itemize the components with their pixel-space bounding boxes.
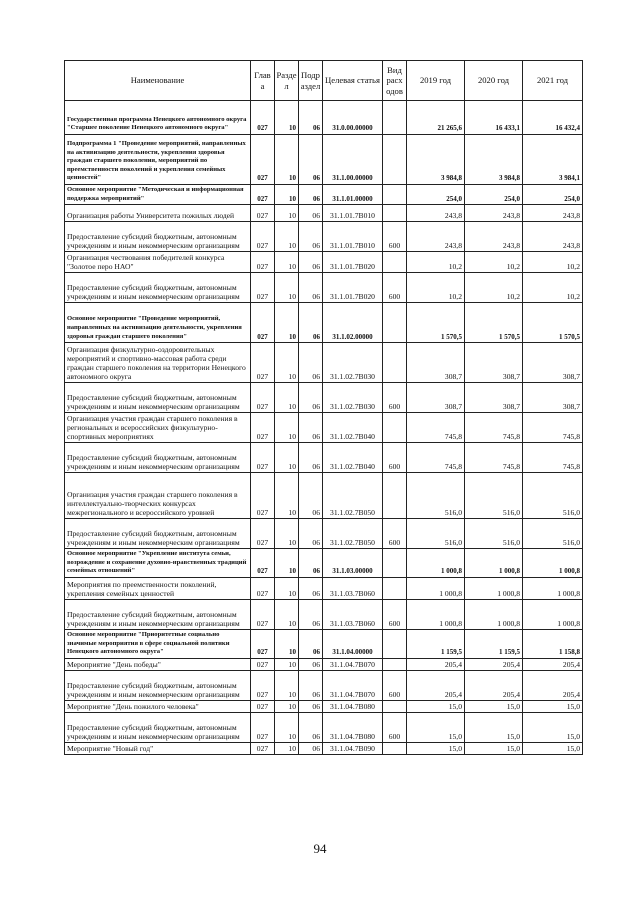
- row-target: 31.1.01.00000: [323, 185, 383, 205]
- row-target: 31.0.00.00000: [323, 101, 383, 135]
- row-2020: 516,0: [465, 473, 523, 519]
- row-glava: 027: [251, 222, 275, 252]
- row-razdel: 10: [275, 658, 299, 670]
- table-row: [65, 101, 583, 135]
- table-row: [65, 700, 583, 712]
- row-2021: 1 000,8: [523, 599, 583, 629]
- row-2019: 15,0: [407, 712, 465, 742]
- row-name: Предоставление субсидий бюджетным, автономным учреждениям и иным некоммерческим организациям: [65, 222, 251, 252]
- row-podrazdel: 06: [299, 577, 323, 599]
- row-expense-type: [383, 252, 407, 273]
- row-name: Предоставление субсидий бюджетным, автономным учреждениям и иным некоммерческим организациям: [65, 383, 251, 413]
- row-2021: 15,0: [523, 712, 583, 742]
- row-expense-type: 600: [383, 222, 407, 252]
- row-name: Предоставление субсидий бюджетным, автономным учреждениям и иным некоммерческим организациям: [65, 443, 251, 473]
- row-name: Предоставление субсидий бюджетным, автономным учреждениям и иным некоммерческим организациям: [65, 670, 251, 700]
- row-podrazdel: 06: [299, 712, 323, 742]
- row-2020: 745,8: [465, 413, 523, 443]
- table-row: [65, 742, 583, 754]
- row-2021: 745,8: [523, 443, 583, 473]
- row-target: 31.1.03.7В060: [323, 577, 383, 599]
- row-expense-type: [383, 700, 407, 712]
- row-razdel: 10: [275, 443, 299, 473]
- row-razdel: 10: [275, 135, 299, 185]
- row-expense-type: [383, 185, 407, 205]
- row-podrazdel: 06: [299, 273, 323, 303]
- row-2020: 3 984,8: [465, 135, 523, 185]
- row-2019: 21 265,6: [407, 101, 465, 135]
- row-2019: 254,0: [407, 185, 465, 205]
- table-row: [65, 273, 583, 303]
- row-glava: 027: [251, 303, 275, 343]
- row-2020: 243,8: [465, 205, 523, 222]
- table-row: [65, 252, 583, 273]
- header-2019: 2019 год: [407, 61, 465, 101]
- row-2021: 745,8: [523, 413, 583, 443]
- table-row: [65, 670, 583, 700]
- row-2021: 10,2: [523, 252, 583, 273]
- table-header-row: [65, 61, 583, 101]
- row-2019: 243,8: [407, 222, 465, 252]
- row-expense-type: [383, 473, 407, 519]
- row-podrazdel: 06: [299, 185, 323, 205]
- header-expense-type: Вид расх одов: [383, 61, 407, 101]
- row-target: 31.1.02.7В050: [323, 473, 383, 519]
- row-expense-type: 600: [383, 599, 407, 629]
- table-row: [65, 549, 583, 578]
- row-2020: 1 570,5: [465, 303, 523, 343]
- row-razdel: 10: [275, 700, 299, 712]
- row-2021: 516,0: [523, 519, 583, 549]
- row-2019: 1 000,8: [407, 549, 465, 578]
- table-row: [65, 135, 583, 185]
- row-glava: 027: [251, 135, 275, 185]
- row-target: 31.1.01.7В010: [323, 205, 383, 222]
- row-2021: 1 570,5: [523, 303, 583, 343]
- row-2019: 205,4: [407, 670, 465, 700]
- row-2021: 254,0: [523, 185, 583, 205]
- row-podrazdel: 06: [299, 670, 323, 700]
- row-podrazdel: 06: [299, 629, 323, 658]
- row-2019: 1 570,5: [407, 303, 465, 343]
- table-row: [65, 577, 583, 599]
- row-2021: 205,4: [523, 658, 583, 670]
- header-podrazdel: Подр аздел: [299, 61, 323, 101]
- row-name: Предоставление субсидий бюджетным, автономным учреждениям и иным некоммерческим организациям: [65, 519, 251, 549]
- row-podrazdel: 06: [299, 549, 323, 578]
- row-target: 31.1.02.00000: [323, 303, 383, 343]
- row-2019: 10,2: [407, 273, 465, 303]
- row-podrazdel: 06: [299, 443, 323, 473]
- row-target: 31.1.04.7В080: [323, 712, 383, 742]
- row-name: Предоставление субсидий бюджетным, автономным учреждениям и иным некоммерческим организациям: [65, 273, 251, 303]
- page-number: 94: [313, 841, 327, 856]
- row-2020: 1 000,8: [465, 577, 523, 599]
- row-2019: 745,8: [407, 443, 465, 473]
- row-2019: 1 000,8: [407, 599, 465, 629]
- row-glava: 027: [251, 185, 275, 205]
- row-glava: 027: [251, 712, 275, 742]
- row-2020: 15,0: [465, 700, 523, 712]
- row-2021: 1 000,8: [523, 577, 583, 599]
- row-expense-type: [383, 303, 407, 343]
- header-2020: 2020 год: [465, 61, 523, 101]
- row-expense-type: [383, 205, 407, 222]
- row-expense-type: 600: [383, 273, 407, 303]
- row-razdel: 10: [275, 712, 299, 742]
- row-name: Государственная программа Ненецкого автономного округа "Старшее поколение Ненецкого автономного округа": [65, 101, 251, 135]
- row-glava: 027: [251, 700, 275, 712]
- row-2021: 243,8: [523, 222, 583, 252]
- row-name: Организация физкультурно-оздоровительных мероприятий и спортивно-массовая работа среди граждан старшего поколения на территории Ненецкого автономного округа: [65, 343, 251, 383]
- row-podrazdel: 06: [299, 473, 323, 519]
- row-2019: 205,4: [407, 658, 465, 670]
- row-expense-type: 600: [383, 712, 407, 742]
- row-name: Подпрограмма 1 "Проведение мероприятий, направленных на активизацию деятельности, укрепления здоровья граждан старшего поколения, мероприятий по преемственности поколений и укрепления семейных ценностей": [65, 135, 251, 185]
- table-row: [65, 519, 583, 549]
- table-row: [65, 303, 583, 343]
- row-razdel: 10: [275, 101, 299, 135]
- row-razdel: 10: [275, 549, 299, 578]
- row-2019: 745,8: [407, 413, 465, 443]
- row-expense-type: [383, 658, 407, 670]
- table-row: [65, 473, 583, 519]
- row-podrazdel: 06: [299, 205, 323, 222]
- row-2021: 10,2: [523, 273, 583, 303]
- row-target: 31.1.04.7В070: [323, 658, 383, 670]
- row-name: Мероприятие "День победы": [65, 658, 251, 670]
- row-2019: 308,7: [407, 343, 465, 383]
- row-podrazdel: 06: [299, 599, 323, 629]
- row-2020: 1 159,5: [465, 629, 523, 658]
- row-target: 31.1.01.7В010: [323, 222, 383, 252]
- row-2020: 254,0: [465, 185, 523, 205]
- row-2020: 205,4: [465, 670, 523, 700]
- row-2021: 15,0: [523, 742, 583, 754]
- row-podrazdel: 06: [299, 700, 323, 712]
- row-glava: 027: [251, 101, 275, 135]
- row-glava: 027: [251, 742, 275, 754]
- row-glava: 027: [251, 252, 275, 273]
- row-name: Основное мероприятие "Методическая и информационная поддержка мероприятий": [65, 185, 251, 205]
- row-razdel: 10: [275, 343, 299, 383]
- row-2021: 205,4: [523, 670, 583, 700]
- table-row: [65, 658, 583, 670]
- row-target: 31.1.03.7В060: [323, 599, 383, 629]
- row-glava: 027: [251, 549, 275, 578]
- row-glava: 027: [251, 343, 275, 383]
- row-expense-type: [383, 577, 407, 599]
- row-target: 31.1.02.7В030: [323, 383, 383, 413]
- row-razdel: 10: [275, 222, 299, 252]
- row-2021: 1 000,8: [523, 549, 583, 578]
- row-razdel: 10: [275, 577, 299, 599]
- row-podrazdel: 06: [299, 303, 323, 343]
- row-expense-type: [383, 742, 407, 754]
- row-target: 31.1.00.00000: [323, 135, 383, 185]
- row-2019: 516,0: [407, 473, 465, 519]
- row-name: Мероприятие "Новый год": [65, 742, 251, 754]
- row-2019: 10,2: [407, 252, 465, 273]
- table-row: [65, 599, 583, 629]
- row-2020: 1 000,8: [465, 549, 523, 578]
- table-body: [65, 101, 583, 755]
- row-razdel: 10: [275, 742, 299, 754]
- row-target: 31.1.01.7В020: [323, 273, 383, 303]
- header-target: Целевая статья: [323, 61, 383, 101]
- row-2020: 15,0: [465, 712, 523, 742]
- row-target: 31.1.02.7В040: [323, 413, 383, 443]
- row-podrazdel: 06: [299, 519, 323, 549]
- row-2019: 243,8: [407, 205, 465, 222]
- row-podrazdel: 06: [299, 343, 323, 383]
- row-2020: 308,7: [465, 383, 523, 413]
- row-expense-type: 600: [383, 519, 407, 549]
- row-expense-type: 600: [383, 670, 407, 700]
- row-name: Организация работы Университета пожилых людей: [65, 205, 251, 222]
- row-target: 31.1.02.7В030: [323, 343, 383, 383]
- row-expense-type: 600: [383, 443, 407, 473]
- row-2019: 516,0: [407, 519, 465, 549]
- row-2019: 15,0: [407, 742, 465, 754]
- row-razdel: 10: [275, 205, 299, 222]
- row-razdel: 10: [275, 252, 299, 273]
- row-glava: 027: [251, 413, 275, 443]
- row-target: 31.1.02.7В050: [323, 519, 383, 549]
- row-expense-type: [383, 343, 407, 383]
- row-2020: 16 433,1: [465, 101, 523, 135]
- row-2020: 243,8: [465, 222, 523, 252]
- row-razdel: 10: [275, 383, 299, 413]
- table-row: [65, 413, 583, 443]
- row-2020: 10,2: [465, 273, 523, 303]
- row-razdel: 10: [275, 273, 299, 303]
- row-razdel: 10: [275, 185, 299, 205]
- row-podrazdel: 06: [299, 135, 323, 185]
- row-2021: 308,7: [523, 343, 583, 383]
- row-glava: 027: [251, 473, 275, 519]
- row-glava: 027: [251, 670, 275, 700]
- row-2020: 308,7: [465, 343, 523, 383]
- row-podrazdel: 06: [299, 252, 323, 273]
- row-2021: 1 158,8: [523, 629, 583, 658]
- row-2021: 308,7: [523, 383, 583, 413]
- row-glava: 027: [251, 205, 275, 222]
- row-razdel: 10: [275, 670, 299, 700]
- row-expense-type: [383, 135, 407, 185]
- row-target: 31.1.04.7В070: [323, 670, 383, 700]
- table-row: [65, 343, 583, 383]
- header-2021: 2021 год: [523, 61, 583, 101]
- row-name: Основное мероприятие "Проведение мероприятий, направленных на активизацию деятельности, укрепления здоровья граждан старшего поколения": [65, 303, 251, 343]
- row-glava: 027: [251, 599, 275, 629]
- row-target: 31.1.04.7В090: [323, 742, 383, 754]
- row-name: Основное мероприятие "Приоритетные социально значимые мероприятия в сфере социальной политики Ненецкого автономного округа": [65, 629, 251, 658]
- row-razdel: 10: [275, 519, 299, 549]
- row-glava: 027: [251, 577, 275, 599]
- row-target: 31.1.04.7В080: [323, 700, 383, 712]
- row-2021: 15,0: [523, 700, 583, 712]
- row-glava: 027: [251, 443, 275, 473]
- table-row: [65, 443, 583, 473]
- table-row: [65, 185, 583, 205]
- row-expense-type: [383, 629, 407, 658]
- row-2019: 3 984,8: [407, 135, 465, 185]
- row-2021: 16 432,4: [523, 101, 583, 135]
- row-razdel: 10: [275, 303, 299, 343]
- row-podrazdel: 06: [299, 222, 323, 252]
- table-row: [65, 222, 583, 252]
- row-razdel: 10: [275, 599, 299, 629]
- row-podrazdel: 06: [299, 383, 323, 413]
- row-name: Предоставление субсидий бюджетным, автономным учреждениям и иным некоммерческим организациям: [65, 712, 251, 742]
- row-target: 31.1.04.00000: [323, 629, 383, 658]
- row-razdel: 10: [275, 413, 299, 443]
- row-glava: 027: [251, 629, 275, 658]
- header-name: Наименование: [65, 61, 251, 101]
- row-name: Основное мероприятие "Укрепление института семьи, возрождение и сохранение духовно-нравственных традиций семейных отношений": [65, 549, 251, 578]
- row-name: Организация участия граждан старшего поколения в интеллектуально-творческих конкурсах межрегионального и всероссийского уровней: [65, 473, 251, 519]
- row-expense-type: [383, 101, 407, 135]
- row-razdel: 10: [275, 473, 299, 519]
- table-row: [65, 629, 583, 658]
- row-name: Организация чествования победителей конкурса "Золотое перо НАО": [65, 252, 251, 273]
- row-2019: 1 159,5: [407, 629, 465, 658]
- row-2019: 1 000,8: [407, 577, 465, 599]
- row-2020: 1 000,8: [465, 599, 523, 629]
- table-row: [65, 712, 583, 742]
- table-row: [65, 205, 583, 222]
- header-glava: Глав а: [251, 61, 275, 101]
- row-target: 31.1.03.00000: [323, 549, 383, 578]
- row-podrazdel: 06: [299, 101, 323, 135]
- row-podrazdel: 06: [299, 413, 323, 443]
- row-glava: 027: [251, 658, 275, 670]
- row-podrazdel: 06: [299, 658, 323, 670]
- row-2021: 243,8: [523, 205, 583, 222]
- row-podrazdel: 06: [299, 742, 323, 754]
- table-row: [65, 383, 583, 413]
- row-expense-type: 600: [383, 383, 407, 413]
- row-expense-type: [383, 413, 407, 443]
- row-glava: 027: [251, 273, 275, 303]
- row-glava: 027: [251, 519, 275, 549]
- row-name: Предоставление субсидий бюджетным, автономным учреждениям и иным некоммерческим организациям: [65, 599, 251, 629]
- row-target: 31.1.01.7В020: [323, 252, 383, 273]
- row-expense-type: [383, 549, 407, 578]
- header-razdel: Разде л: [275, 61, 299, 101]
- row-2020: 745,8: [465, 443, 523, 473]
- row-glava: 027: [251, 383, 275, 413]
- row-2020: 205,4: [465, 658, 523, 670]
- row-target: 31.1.02.7В040: [323, 443, 383, 473]
- row-name: Мероприятие "День пожилого человека": [65, 700, 251, 712]
- row-2020: 516,0: [465, 519, 523, 549]
- row-name: Мероприятия по преемственности поколений, укрепления семейных ценностей: [65, 577, 251, 599]
- budget-table: [64, 60, 583, 755]
- row-name: Организация участия граждан старшего поколения в региональных и всероссийских физкультурно-спортивных мероприятиях: [65, 413, 251, 443]
- row-2019: 15,0: [407, 700, 465, 712]
- row-2019: 308,7: [407, 383, 465, 413]
- row-2020: 15,0: [465, 742, 523, 754]
- row-2021: 516,0: [523, 473, 583, 519]
- row-razdel: 10: [275, 629, 299, 658]
- row-2020: 10,2: [465, 252, 523, 273]
- row-2021: 3 984,1: [523, 135, 583, 185]
